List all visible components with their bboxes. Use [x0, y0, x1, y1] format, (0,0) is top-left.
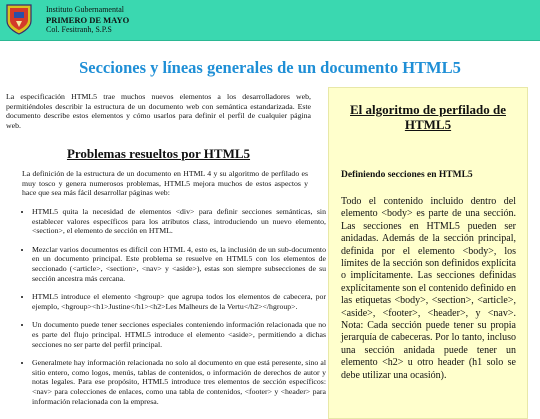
list-item: • Mezclar varios documentos es difícil con HTML 4, esto es, la inclusión de un sub-documento en un documento principal. Este problema se resuelve en HTML5 con los elementos de seccionado (<article>, <section>, <nav> y <aside>), estas son siempre subsecciones de su sección ancestra más cercana.: [32, 245, 326, 283]
intro-text: [6, 92, 311, 130]
institute-name: PRIMERO DE MAYO: [46, 15, 130, 25]
aside-subtitle: Definiendo secciones en HTML5: [341, 170, 473, 180]
page-title: Secciones y líneas generales de un documento HTML5: [79, 58, 461, 77]
aside-title: El algoritmo de perfilado de HTML5: [350, 102, 506, 132]
list-item: • Un documento puede tener secciones especiales conteniendo información relacionada que no es parte del flujo principal. HTML5 introduce el elemento <aside>, permitiendo a dichas secciones no ser parte del perfil principal.: [32, 320, 326, 349]
section-heading: Problemas resueltos por HTML5: [66, 146, 251, 161]
intro-paragraph: La especificación HTML5 trae muchos nuevos elementos a los desarrolladores web, permitiéndoles describir la estructura de un documento web con semántica estandarizada. Este documento describe estos elementos y cómo usarlos para definir el perfil de cualquier página web.: [6, 92, 311, 130]
institute-line1: Instituto Gubernamental: [46, 5, 124, 14]
list-item: • HTML5 quita la necesidad de elementos <div> para definir secciones semánticas, sin establecer valores específicos para los atributos class, introduciendo un nuevo elemento, <section>, el elemento de sección en HTML.: [32, 207, 326, 236]
section-intro: La definición de la estructura de un documento en HTML 4 y su algoritmo de perfilado es muy tosco y genera numerosos problemas, HTML5 mejora muchos de estos aspectos y hace que sea más fácil desarrollar páginas web:: [22, 169, 308, 198]
list-item: • HTML5 introduce el elemento <hgroup> que agrupa todos los elementos de cabecera, por ejemplo, <hgroup><h1>Justine</h1><h2>Les Malheurs de la Vertu</h2></hgroup>.: [32, 292, 326, 311]
site-header: [0, 0, 540, 41]
school-shield-logo-icon: [5, 3, 33, 35]
institute-address: Col. Fesitranh, S.P.S: [46, 25, 112, 34]
list-item: • Generalmete hay información relacionada no solo al documento en que está peresente, sino al sitio entero, como logos, menús, tablas de contenidos, o información de derechos de autor y notas legales. Para ese propósito, HTML5 introduce tres elementos de sección específicos: <nav> para colecciones de enlaces, como una tabla de contenidos, <footer> y <header> para información relacionada con la empresa.: [32, 358, 326, 406]
problems-list: [14, 207, 326, 415]
institute-info: [46, 5, 129, 35]
aside-body: Todo el contenido incluido dentro del elemento <body> es parte de una sección. Las secciones en HTML5 pueden ser anidadas. Además de la sección principal, definida por el elemento <body>, los límites de la sección son definidos explícita o implícitamente. Las secciones definidas explícitamente son el contenido definido en las etiquetas <body>, <section>, <article>, <aside>, <footer>, <header>, y <nav>. Nota: Cada sección puede tener su propia jerarquía de cabeceras. Por lo tanto, incluso una sección anidada puede tener un elemento <h2> u otro header (h1 solo se debe utilizar una ocasión).: [341, 196, 516, 381]
aside-panel: [328, 87, 528, 419]
